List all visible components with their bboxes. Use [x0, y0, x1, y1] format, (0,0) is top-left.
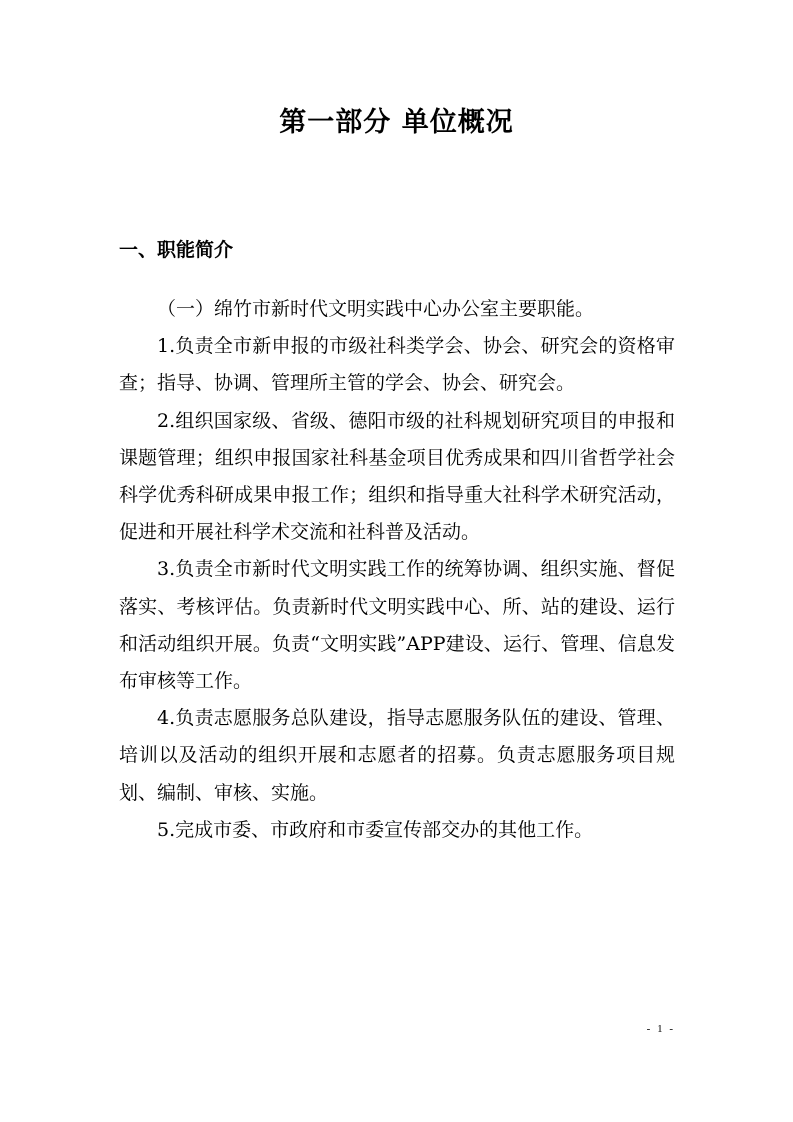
paragraph-item-2: 2.组织国家级、省级、德阳市级的社科规划研究项目的申报和课题管理；组织申报国家社科基金项目优秀成果和四川省哲学社会科学优秀科研成果申报工作；组织和指导重大社科学术研究活动，促进和开展社科学术交流和社科普及活动。	[119, 409, 675, 544]
paragraph-item-3: 3.负责全市新时代文明实践工作的统筹协调、组织实施、督促落实、考核评估。负责新时代文明实践中心、所、站的建设、运行和活动组织开展。负责“文明实践”APP建设、运行、管理、信息发布审核等工作。	[119, 558, 675, 693]
paragraph-item-5: 5.完成市委、市政府和市委宣传部交办的其他工作。	[157, 818, 594, 841]
body-text	[119, 291, 675, 849]
section-heading: 一、职能简介	[119, 239, 234, 261]
paragraph-item-4: 4.负责志愿服务总队建设，指导志愿服务队伍的建设、管理、培训以及活动的组织开展和志愿者的招募。负责志愿服务项目规划、编制、审核、实施。	[119, 707, 675, 804]
paragraph-item-1: 1.负责全市新申报的市级社科类学会、协会、研究会的资格审查；指导、协调、管理所主管的学会、协会、研究会。	[119, 335, 675, 395]
page-number: - 1 -	[646, 1023, 675, 1035]
page-title: 第一部分 单位概况	[279, 107, 514, 138]
paragraph-intro: （一）绵竹市新时代文明实践中心办公室主要职能。	[157, 298, 595, 320]
